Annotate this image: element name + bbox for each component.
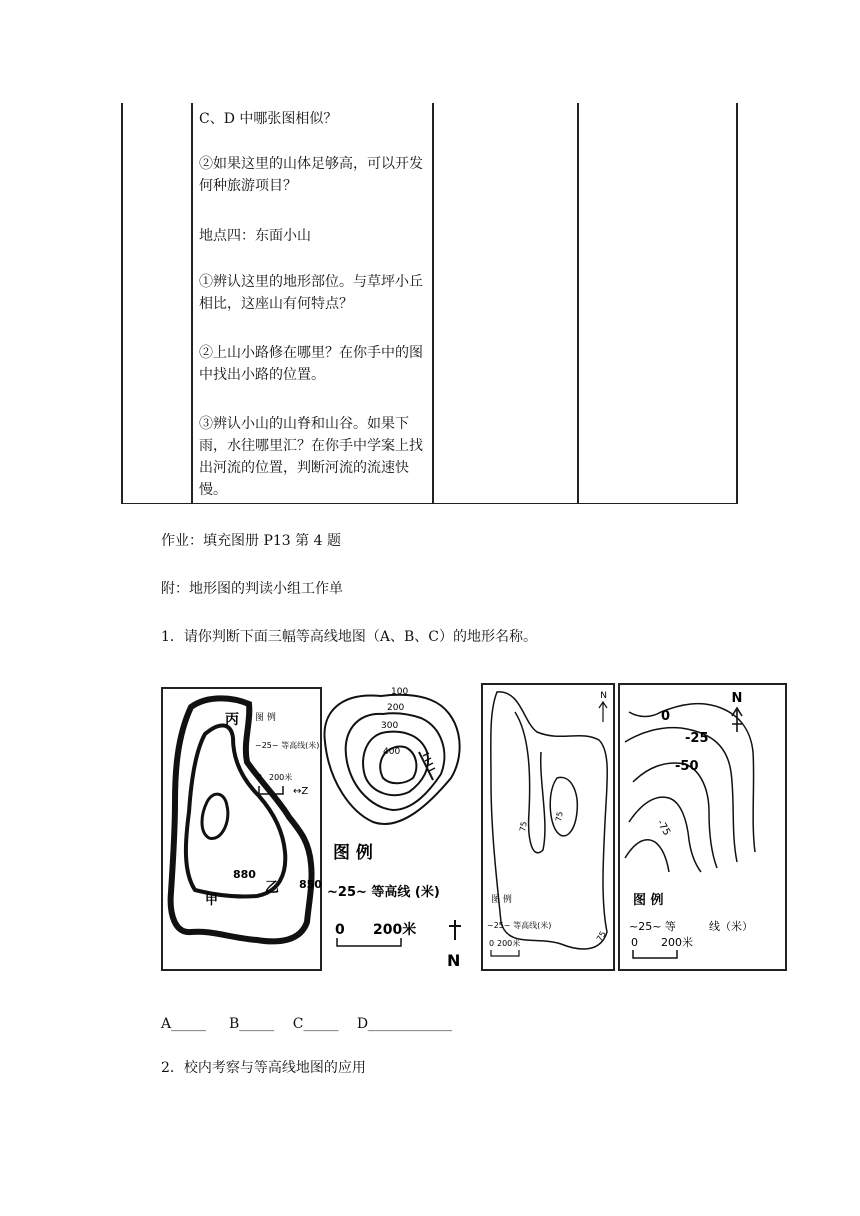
map-c-legend: 图 例 [491, 895, 512, 905]
question-1: 1．请你判断下面三幅等高线地图（A、B、C）的地形名称。 [161, 629, 538, 645]
map-a-contour-legend: ~25~ 等高线(米) [255, 741, 320, 750]
table-border-left [121, 103, 123, 504]
label-yi: 乙 [265, 880, 279, 896]
cell-text-3: 地点四：东面小山 [199, 228, 311, 244]
map-b-legend: 图 例 [333, 843, 373, 863]
cell-text-2: ②如果这里的山体足够高，可以开发何种旅游项目？ [199, 156, 423, 194]
cell-text-4: ①辨认这里的地形部位。与草坪小丘相比，这座山有何特点？ [199, 274, 423, 312]
label-880: 880 [233, 868, 256, 881]
map-d-scale: 200米 [661, 936, 693, 949]
map-a-scale-zero: 0 [257, 773, 263, 782]
map-d [619, 684, 786, 970]
map-d-scale-zero: 0 [631, 936, 638, 949]
answer-blanks: A_____ B_____ C_____ D____________ [161, 1016, 453, 1032]
appendix-title: 附：地形图的判读小组工作单 [161, 581, 343, 597]
map-c [482, 684, 614, 970]
map-c-scale-zero: 0 [489, 939, 495, 948]
map-d-contour-legend: ~25~ 等 [629, 920, 676, 933]
label-850: 850 [299, 878, 322, 891]
map-b-scale: 200米 [373, 922, 417, 938]
label-200: 200 [387, 703, 405, 713]
map-d-legend: 图 例 [633, 893, 664, 908]
label-100: 100 [391, 687, 409, 697]
label-bing: 丙 [225, 712, 239, 728]
map-a-north: ↔Z [293, 786, 309, 797]
map-a-scale: 200米 [269, 773, 293, 782]
table-divider-2 [432, 103, 434, 504]
table-border-right [736, 103, 738, 504]
table-divider-1 [191, 103, 193, 504]
label-minus-50: -50 [675, 759, 699, 774]
map-b-contour-legend: ~25~ 等高线 (米) [327, 885, 440, 900]
homework-text: 作业：填充图册 P13 第 4 题 [161, 533, 341, 549]
label-75-b: 75 [554, 810, 565, 823]
label-jia: 甲 [205, 893, 219, 908]
map-b-north: N [447, 951, 461, 970]
map-a-legend: 图 例 [255, 713, 276, 723]
label-minus-25: -25 [685, 731, 709, 746]
map-b-scale-zero: 0 [335, 922, 345, 938]
table-border-bottom [121, 503, 738, 505]
label-minus-75: -75 [654, 818, 673, 838]
label-300: 300 [381, 721, 399, 731]
label-75-a: 75 [518, 820, 529, 833]
map-c-scale: 200米 [497, 939, 521, 948]
table-divider-3 [577, 103, 579, 504]
label-75-c: 75 [594, 929, 608, 943]
cell-text-5: ②上山小路修在哪里？在你手中的图中找出小路的位置。 [199, 345, 423, 383]
map-c-contour-legend: ~25~ 等高线(米) [487, 921, 552, 930]
cell-text-1: C、D 中哪张图相似？ [199, 111, 338, 127]
map-b [324, 687, 461, 970]
contour-map-figure [161, 682, 789, 972]
map-c-north: N [600, 691, 607, 701]
map-a [162, 688, 322, 970]
cell-text-6: ③辨认小山的山脊和山谷。如果下雨，水往哪里汇？在你手中学案上找出河流的位置，判断河流的流速快慢。 [199, 416, 423, 498]
map-d-north: N [731, 691, 743, 706]
label-400: 400 [383, 747, 401, 757]
map-d-contour-unit: 线（米） [709, 920, 753, 933]
question-2: 2．校内考察与等高线地图的应用 [161, 1060, 366, 1076]
label-0: 0 [661, 709, 671, 724]
